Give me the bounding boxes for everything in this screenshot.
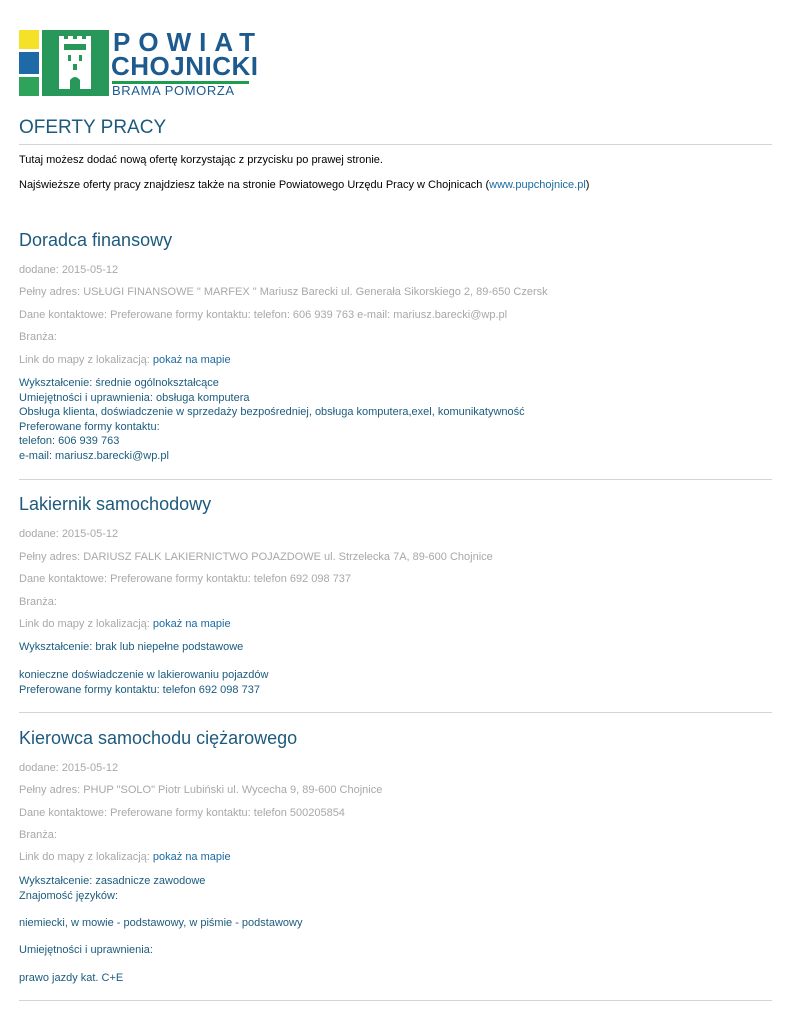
desc-line: Obsługa klienta, doświadczenie w sprzedaży bezpośredniej, obsługa komputera,exel, komunikatywność [19, 406, 525, 419]
desc-line: telefon: 606 939 763 [19, 435, 120, 448]
desc-line: Wykształcenie: zasadnicze zawodowe [19, 875, 206, 887]
job-map-row [19, 618, 231, 630]
job-date: dodane: 2015-05-12 [19, 264, 119, 276]
job-address: Pełny adres: PHUP "SOLO" Piotr Lubiński ul. Wycecha 9, 89-600 Chojnice [19, 784, 383, 796]
job-contact: Dane kontaktowe: Preferowane formy kontaktu: telefon: 606 939 763 e-mail: mariusz.barecki@wp.pl [19, 309, 508, 321]
divider [19, 479, 772, 480]
job-contact: Dane kontaktowe: Preferowane formy kontaktu: telefon 692 098 737 [19, 573, 352, 585]
job-date: dodane: 2015-05-12 [19, 528, 119, 540]
job-title[interactable]: Kierowca samochodu ciężarowego [19, 728, 298, 748]
job-map-row [19, 851, 231, 863]
map-label: Link do mapy z lokalizacją: [19, 354, 153, 366]
intro-pup-suffix: ) [585, 179, 590, 191]
logo-text-chojnicki: CHOJNICKI [111, 51, 259, 81]
job-description [19, 376, 525, 464]
job-title[interactable]: Doradca finansowy [19, 230, 173, 250]
show-on-map-link[interactable]: pokaż na mapie [152, 354, 231, 366]
job-languages: niemiecki, w mowie - podstawowy, w piśmie - podstawowy [19, 917, 303, 929]
intro-text: Tutaj możesz dodać nową ofertę korzystając z przycisku po prawej stronie. [19, 154, 383, 166]
desc-line: e-mail: mariusz.barecki@wp.pl [19, 449, 169, 462]
job-skills: prawo jazdy kat. C+E [19, 972, 124, 984]
job-branch: Branża: [19, 331, 57, 343]
divider [19, 712, 772, 713]
job-title[interactable]: Lakiernik samochodowy [19, 494, 212, 514]
pupchojnice-link[interactable]: www.pupchojnice.pl [489, 179, 586, 191]
job-description [19, 668, 268, 697]
job-date: dodane: 2015-05-12 [19, 762, 119, 774]
map-label: Link do mapy z lokalizacją: [19, 618, 153, 630]
job-skills-label: Umiejętności i uprawnienia: [19, 944, 153, 956]
logo-text-brama-pomorza: BRAMA POMORZA [112, 83, 235, 98]
desc-line: konieczne doświadczenie w lakierowaniu pojazdów [19, 669, 269, 681]
job-branch: Branża: [19, 596, 57, 608]
tower-emblem-icon [19, 30, 109, 96]
powiat-chojnicki-logo[interactable] [19, 27, 264, 98]
divider [19, 1000, 772, 1001]
job-address: Pełny adres: DARIUSZ FALK LAKIERNICTWO POJAZDOWE ul. Strzelecka 7A, 89-600 Chojnice [19, 551, 493, 563]
job-branch: Branża: [19, 829, 57, 841]
job-description [19, 874, 205, 903]
show-on-map-link[interactable]: pokaż na mapie [152, 618, 231, 630]
desc-line: Znajomość języków: [19, 889, 119, 902]
desc-line: Wykształcenie: średnie ogólnokształcące [19, 377, 219, 389]
job-address: Pełny adres: USŁUGI FINANSOWE " MARFEX " Mariusz Barecki ul. Generała Sikorskiego 2, 89-650 Czersk [19, 286, 548, 298]
divider [19, 144, 772, 145]
map-label: Link do mapy z lokalizacją: [19, 851, 153, 863]
show-on-map-link[interactable]: pokaż na mapie [152, 851, 231, 863]
desc-line: Umiejętności i uprawnienia: obsługa komputera [19, 391, 250, 404]
intro-text-pup [19, 179, 589, 191]
desc-line: Preferowane formy kontaktu: [19, 420, 160, 433]
job-description-education: Wykształcenie: brak lub niepełne podstawowe [19, 641, 244, 653]
logo-text-powiat: POWIAT [113, 27, 264, 57]
intro-pup-prefix: Najświeższe oferty pracy znajdziesz także na stronie Powiatowego Urzędu Pracy w Chojnicach ( [19, 179, 490, 191]
page-title: OFERTY PRACY [19, 117, 167, 138]
job-map-row [19, 354, 231, 366]
job-contact: Dane kontaktowe: Preferowane formy kontaktu: telefon 500205854 [19, 807, 345, 819]
desc-line: Preferowane formy kontaktu: telefon 692 098 737 [19, 683, 260, 696]
